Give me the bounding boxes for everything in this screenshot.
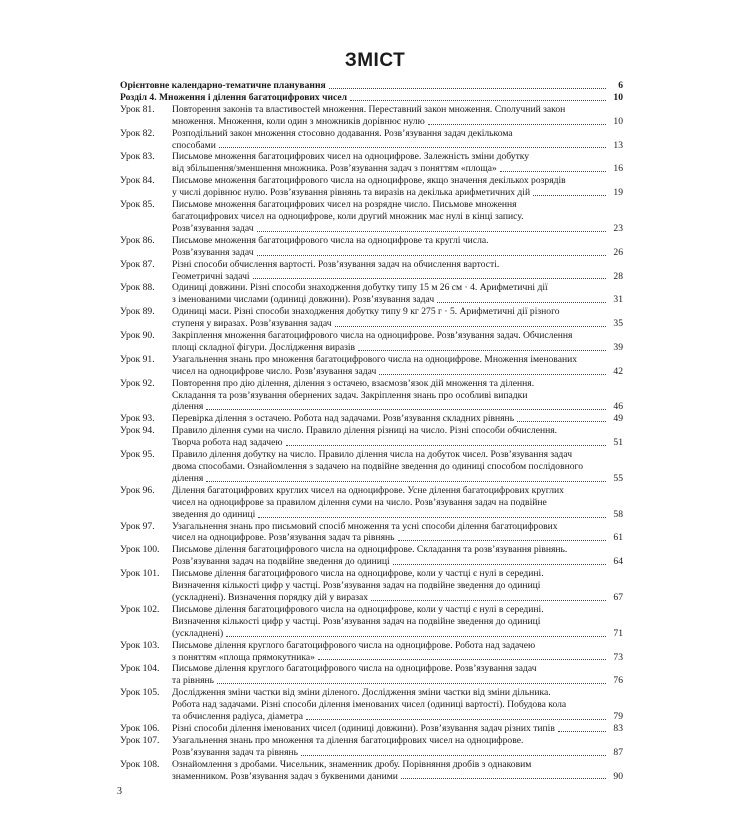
- toc-entry-last-line: [172, 401, 623, 413]
- toc-page-number: 19: [613, 187, 623, 199]
- lesson-label: Урок 103.: [120, 639, 160, 651]
- toc-entry-last-line: [172, 223, 623, 235]
- page-number: 3: [117, 786, 122, 797]
- toc-entry-line: Письмове ділення багатоцифрового числа на одноцифрове, коли у частці є нулі в середині.: [172, 603, 544, 615]
- lesson-title: [172, 449, 623, 485]
- toc-entry-line: Письмове множення багатоцифрових чисел на розрядне число. Письмове множення: [172, 199, 517, 211]
- toc-entry: [120, 604, 623, 640]
- toc-entry-text: Розв’язування задач: [172, 246, 254, 258]
- toc-entry-last-line: [172, 628, 623, 640]
- toc-page-number: 76: [613, 675, 623, 687]
- lesson-title: [172, 640, 623, 664]
- toc-entry-text: (ускладнені): [172, 627, 224, 639]
- dot-leader: [500, 171, 606, 172]
- dot-leader: [206, 409, 606, 410]
- toc-entry-last-line: [172, 437, 623, 449]
- lesson-title: [172, 723, 623, 735]
- lesson-label: Урок 108.: [120, 758, 160, 770]
- toc-entry-line: Різні способи обчислення вартості. Розв’язування задач на обчислення вартості.: [172, 258, 500, 270]
- toc-entry-text: ділення: [172, 472, 204, 484]
- dot-leader: [217, 683, 606, 684]
- lesson-title: [172, 485, 623, 521]
- toc-entry-line: двома способами. Ознайомлення з задачею на подвійне зведення до одиниці способом послідовного: [172, 461, 584, 472]
- toc-entry-line: Робота над задачами. Різні способи ділення іменованих чисел (одиниці вартості). Побудова кола: [172, 699, 567, 711]
- toc-page-number: 71: [613, 627, 623, 639]
- toc-entry-line: Повторення законів та властивостей множення. Переставний закон множення. Сполучний закон: [172, 103, 566, 115]
- toc-page-number: 26: [613, 246, 623, 258]
- toc-entry-line: Визначення кількості цифр у частці. Розв’язування задач на подвійне зведення до одиниці: [172, 580, 541, 592]
- lesson-label: Урок 106.: [120, 722, 160, 734]
- toc-entry-last-line: [172, 163, 623, 175]
- toc-entry-text: та обчислення радіуса, діаметра: [172, 711, 303, 723]
- dot-leader: [379, 374, 606, 375]
- toc-entry-line: Одиниці маси. Різні способи знаходження добутку типу 9 кг 275 г · 5. Арифметичні дії різного: [172, 306, 560, 318]
- toc-entry: [120, 330, 623, 354]
- toc-entry-line: Дослідження зміни частки від зміни діленого. Дослідження зміни частки від зміни дільника.: [172, 687, 551, 699]
- toc-page-number: 73: [613, 651, 623, 663]
- toc-page-number: 16: [613, 163, 623, 175]
- dot-leader: [306, 719, 606, 720]
- toc-page-number: 61: [613, 532, 623, 544]
- dot-leader: [437, 302, 606, 303]
- toc-entry-line: Письмове множення багатоцифрового числа на одноцифрове, якщо значення декількох розрядів: [172, 175, 566, 187]
- lesson-title: [172, 413, 623, 425]
- toc-entry: [120, 485, 623, 521]
- toc-page-number: 35: [613, 318, 623, 330]
- toc-entry: [120, 568, 623, 604]
- toc-entry: [120, 235, 623, 259]
- toc-entry-text: Перевірка ділення з остачею. Робота над задачами. Розв’язування складних рівнянь: [172, 413, 515, 425]
- toc-entry-last-line: [172, 711, 623, 723]
- toc-entry-last-line: [172, 318, 623, 330]
- toc-page-number: 49: [613, 413, 623, 425]
- toc-entry-line: Узагальнення знань про множення та ділення багатоцифрових чисел на одноцифрове.: [172, 734, 524, 746]
- toc-page-number: 58: [613, 508, 623, 520]
- dot-leader: [258, 517, 606, 518]
- lesson-label: Урок 102.: [120, 603, 160, 615]
- toc-page-number: 55: [613, 472, 623, 484]
- toc-entry: [120, 378, 623, 414]
- lesson-title: [172, 354, 623, 378]
- lesson-title: [172, 521, 623, 545]
- toc-entry-text: Розв’язування задач та рівнянь: [172, 746, 298, 758]
- toc-entry-text: Орієнтовне календарно-тематичне планування: [120, 80, 326, 91]
- lesson-label: Урок 92.: [120, 377, 155, 389]
- lesson-title: [172, 568, 623, 604]
- toc-entry-last-line: [172, 556, 623, 568]
- toc-page-number: 10: [613, 115, 623, 127]
- lesson-label: Урок 100.: [120, 544, 160, 556]
- toc-entry-text: зведення до одиниці: [172, 508, 256, 520]
- toc-entry-line: чисел на одноцифрове за правилом ділення суми на число. Розв’язування задач на подвійне: [172, 496, 547, 508]
- toc-entry: [120, 151, 623, 175]
- toc-entry-last-line: [172, 187, 623, 199]
- page-title: ЗМІСТ: [344, 50, 406, 71]
- toc-entry: [120, 306, 623, 330]
- dot-leader: [371, 600, 606, 601]
- lesson-label: Урок 96.: [120, 484, 155, 496]
- lesson-title: [172, 378, 623, 414]
- toc-entry-text: Розв’язування задач: [172, 222, 254, 234]
- toc-entry: [120, 128, 623, 152]
- toc-entry-last-line: [172, 473, 623, 485]
- toc-entry-last-line: [172, 723, 623, 735]
- lesson-label: Урок 90.: [120, 330, 155, 342]
- toc-entry-line: Письмове ділення багатоцифрового числа на одноцифрове, коли у частці є нулі в середині.: [172, 568, 544, 580]
- toc-entry-line: Узагальнення знань про множення багатоцифрового числа на одноцифрове. Множення іменованих: [172, 353, 578, 365]
- toc-entry-text: Розділ 4. Множення і ділення багатоцифрових чисел: [120, 91, 348, 103]
- toc-entry-line: багатоцифрових чисел на одноцифрове, коли другий множник має нулі в кінці запису.: [172, 210, 524, 222]
- dot-leader: [253, 278, 606, 279]
- toc-entry-text: способами: [172, 139, 216, 151]
- dot-leader: [226, 636, 606, 637]
- lesson-title: [172, 330, 623, 354]
- toc-entry: [120, 354, 623, 378]
- toc-page-number: 87: [613, 746, 623, 758]
- lesson-title: [172, 544, 623, 568]
- toc-entry-last-line: [172, 413, 623, 425]
- toc-entry-line: Правило ділення добутку на число. Правило ділення числа на добуток чисел. Розв’язування задач: [172, 449, 573, 461]
- toc-entry-line: Письмове множення багатоцифрового числа на одноцифрове та круглі числа.: [172, 234, 489, 246]
- table-of-contents: [120, 80, 623, 782]
- toc-page-number: 46: [613, 401, 623, 413]
- lesson-title: [172, 128, 623, 152]
- toc-entry-last-line: [172, 747, 623, 759]
- toc-entry-text: чисел на одноцифрове. Розв’язування задач та рівнянь: [172, 532, 395, 544]
- toc-entry-text: ділення: [172, 401, 204, 413]
- toc-entry: [120, 259, 623, 283]
- lesson-title: [172, 175, 623, 199]
- toc-entry: [120, 544, 623, 568]
- toc-page-number: 13: [613, 139, 623, 151]
- toc-entry-line: Ознайомлення з дробами. Чисельник, знаменник дробу. Порівняння дробів з однаковим: [172, 758, 532, 770]
- toc-entry: [120, 687, 623, 723]
- lesson-title: [172, 604, 623, 640]
- dot-leader: [257, 231, 606, 232]
- toc-page-number: 23: [613, 222, 623, 234]
- toc-entry-last-line: [172, 247, 623, 259]
- toc-entry-line: Письмове ділення круглого багатоцифрового числа на одноцифрове. Робота над задачею: [172, 639, 536, 651]
- toc-section-heading: [120, 92, 623, 104]
- toc-entry-line: Правило ділення суми на число. Правило ділення різниці на число. Різні способи обчислення.: [172, 425, 558, 437]
- toc-planning-entry: [120, 80, 623, 92]
- toc-entry-text: площі складної фігури. Дослідження виразів: [172, 341, 356, 353]
- toc-entry-last-line: [172, 366, 623, 378]
- toc-page-number: 28: [613, 270, 623, 282]
- lesson-label: Урок 81.: [120, 103, 155, 115]
- toc-entry-text: (ускладнені). Визначення порядку дій у виразах: [172, 591, 369, 603]
- dot-leader: [428, 124, 606, 125]
- toc-entry-last-line: [172, 342, 623, 354]
- toc-entry-text: Творча робота над задачею: [172, 437, 283, 449]
- dot-leader: [329, 88, 606, 89]
- lesson-label: Урок 97.: [120, 520, 155, 532]
- toc-entry: [120, 425, 623, 449]
- toc-entry-last-line: [172, 140, 623, 152]
- toc-entry-last-line: [172, 771, 623, 783]
- dot-leader: [286, 445, 606, 446]
- toc-entry: [120, 282, 623, 306]
- toc-entry: [120, 413, 623, 425]
- dot-leader: [219, 147, 606, 148]
- toc-page-number: 90: [613, 770, 623, 782]
- toc-entry: [120, 663, 623, 687]
- dot-leader: [517, 421, 606, 422]
- dot-leader: [257, 255, 606, 256]
- lesson-title: [172, 687, 623, 723]
- toc-page-number: 6: [618, 80, 623, 91]
- lesson-label: Урок 83.: [120, 151, 155, 163]
- toc-entry-text: та рівнянь: [172, 675, 215, 687]
- toc-entry-text: множення. Множення, коли один з множників дорівнює нулю: [172, 115, 425, 127]
- lesson-title: [172, 735, 623, 759]
- toc-entry-line: Повторення про дію ділення, ділення з остачею, взаємозв’язок дій множення та ділення.: [172, 377, 535, 389]
- dot-leader: [558, 731, 606, 732]
- toc-entry-text: ступеня у виразах. Розв’язування задач: [172, 318, 332, 330]
- dot-leader: [318, 659, 606, 660]
- toc-entry-text: чисел на одноцифрове число. Розв’язування задач: [172, 365, 377, 377]
- lesson-title: [172, 759, 623, 783]
- toc-entry-last-line: [172, 116, 623, 128]
- toc-entry-line: Письмове ділення багатоцифрового числа на одноцифрове. Складання та розв’язування рівнянь.: [172, 544, 568, 556]
- lesson-label: Урок 88.: [120, 282, 155, 294]
- toc-entry-line: Узагальнення знань про письмовий спосіб множення та усні способи ділення багатоцифрових: [172, 520, 558, 532]
- toc-entry-line: Письмове множення багатоцифрових чисел на одноцифрове. Залежність зміни добутку: [172, 151, 530, 163]
- dot-leader: [301, 755, 606, 756]
- toc-page-number: 42: [613, 365, 623, 377]
- lesson-label: Урок 93.: [120, 413, 155, 425]
- lesson-label: Урок 94.: [120, 425, 155, 437]
- toc-entry-text: з іменованими числами (одиниці довжини). Розв’язування задач: [172, 294, 435, 306]
- dot-leader: [206, 481, 606, 482]
- lesson-title: [172, 235, 623, 259]
- dot-leader: [401, 778, 606, 779]
- toc-entry: [120, 640, 623, 664]
- toc-entry: [120, 759, 623, 783]
- dot-leader: [350, 100, 606, 101]
- toc-entry: [120, 723, 623, 735]
- lesson-label: Урок 85.: [120, 199, 155, 211]
- dot-leader: [398, 540, 607, 541]
- dot-leader: [533, 195, 606, 196]
- toc-entry-last-line: [172, 652, 623, 664]
- toc-entry-line: Письмове ділення круглого багатоцифрового числа на одноцифрове. Розв’язування задач: [172, 663, 537, 675]
- toc-entry-last-line: [172, 532, 623, 544]
- lesson-label: Урок 104.: [120, 663, 160, 675]
- toc-entry-line: Одиниці довжини. Різні способи знаходження добутку типу 15 м 26 см · 4. Арифметичні дії: [172, 282, 548, 294]
- lesson-label: Урок 86.: [120, 234, 155, 246]
- lesson-label: Урок 95.: [120, 449, 155, 461]
- toc-entry-text: з поняттям «площа прямокутника»: [172, 651, 315, 663]
- toc-entry-last-line: [172, 675, 623, 687]
- toc-entry-line: Визначення кількості цифр у частці. Розв’язування задач на подвійне зведення до одиниці: [172, 615, 541, 627]
- toc-entry-line: Розподільний закон множення стосовно додавання. Розв’язування задач декількома: [172, 127, 513, 139]
- toc-entry: [120, 735, 623, 759]
- toc-entry-line: Складання та розв’язування обернених задач. Закріплення знань про особливі випадки: [172, 389, 528, 401]
- toc-page-number: 10: [613, 91, 623, 103]
- toc-entry-text: Різні способи ділення іменованих чисел (одиниці довжини). Розв’язування задач різних типів: [172, 722, 555, 734]
- lesson-title: [172, 259, 623, 283]
- lesson-title: [172, 425, 623, 449]
- toc-page-number: 79: [613, 711, 623, 723]
- toc-entry: [120, 104, 623, 128]
- lesson-label: Урок 84.: [120, 175, 155, 187]
- toc-entry-line: Ділення багатоцифрових круглих чисел на одноцифрове. Усне ділення багатоцифрових круглих: [172, 484, 564, 496]
- toc-entry-line: Закріплення множення багатоцифрового числа на одноцифрове. Розв’язування задач. Обчислення: [172, 330, 573, 342]
- toc-entry-text: знаменником. Розв’язування задач з буквеними даними: [172, 770, 398, 782]
- toc-entry: [120, 175, 623, 199]
- dot-leader: [358, 350, 606, 351]
- lesson-title: [172, 104, 623, 128]
- toc-entry-last-line: [172, 592, 623, 604]
- dot-leader: [393, 564, 606, 565]
- toc-entry-text: Геометричні задачі: [172, 270, 250, 282]
- lesson-label: Урок 91.: [120, 353, 155, 365]
- toc-page-number: 83: [613, 722, 623, 734]
- toc-entry: [120, 449, 623, 485]
- toc-entry-last-line: [172, 271, 623, 283]
- toc-page-number: 67: [613, 591, 623, 603]
- lesson-label: Урок 87.: [120, 258, 155, 270]
- toc-entry: [120, 199, 623, 235]
- toc-entry-last-line: [172, 294, 623, 306]
- lesson-label: Урок 82.: [120, 127, 155, 139]
- lesson-title: [172, 663, 623, 687]
- toc-page-number: 51: [613, 437, 623, 449]
- lesson-title: [172, 151, 623, 175]
- lesson-title: [172, 306, 623, 330]
- lesson-title: [172, 282, 623, 306]
- toc-page-number: 31: [613, 294, 623, 306]
- toc-entry-last-line: [172, 509, 623, 521]
- toc-page-number: 39: [613, 341, 623, 353]
- lesson-label: Урок 105.: [120, 687, 160, 699]
- lesson-title: [172, 199, 623, 235]
- lesson-label: Урок 89.: [120, 306, 155, 318]
- dot-leader: [335, 326, 606, 327]
- lesson-label: Урок 107.: [120, 734, 160, 746]
- lesson-label: Урок 101.: [120, 568, 160, 580]
- toc-page-number: 64: [613, 556, 623, 568]
- toc-entry-text: у числі дорівнює нулю. Розв’язування рівнянь та виразів на декілька арифметичних дій: [172, 187, 531, 199]
- toc-entry-text: Розв’язування задач на подвійне зведення до одиниці: [172, 556, 390, 568]
- toc-entry: [120, 521, 623, 545]
- toc-entry-text: від збільшення/зменшення множника. Розв’язування задач з поняттям «площа»: [172, 163, 497, 175]
